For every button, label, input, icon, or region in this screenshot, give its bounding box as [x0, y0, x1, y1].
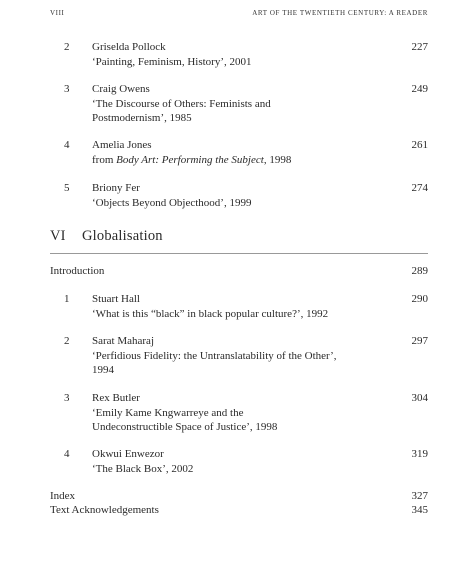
entry-title: ‘Perfidious Fidelity: the Untranslatability of the Other’,	[92, 349, 337, 362]
entry-page: 249	[411, 83, 428, 95]
entry-author: Okwui Enwezor	[92, 448, 164, 460]
entry-number: 2	[64, 41, 70, 53]
section-rule	[50, 253, 428, 254]
toc-entry-butler	[50, 391, 428, 435]
entry-author: Sarat Maharaj	[92, 335, 154, 347]
entry-author: Amelia Jones	[92, 139, 152, 151]
toc-entry-owens	[50, 82, 428, 126]
toc-entry-maharaj	[50, 334, 428, 378]
running-head-page: VIII	[50, 9, 65, 17]
entry-number: 1	[64, 293, 70, 305]
entry-title: ‘What is this “black” in black popular culture?’, 1992	[92, 307, 329, 320]
entry-title-prefix: from	[92, 153, 117, 166]
entry-title-cont: Undeconstructible Space of Justice’, 1998	[92, 421, 278, 433]
toc-entry-jones	[50, 138, 428, 167]
toc-entry-fer	[50, 181, 428, 210]
section-title: Globalisation	[82, 228, 163, 244]
entry-number: 4	[64, 448, 70, 460]
entry-number: 3	[64, 392, 70, 404]
entry-title-cont: 1994	[92, 364, 114, 376]
entry-page: 261	[411, 139, 428, 151]
entry-title-suffix: , 1998	[263, 153, 292, 166]
back-matter-page: 327	[411, 490, 428, 502]
entry-author: Briony Fer	[92, 182, 140, 194]
entry-number: 2	[64, 335, 70, 347]
section-heading	[50, 228, 163, 245]
toc-entry-hall	[50, 292, 428, 321]
entry-page: 304	[411, 392, 428, 404]
back-matter-page: 345	[411, 504, 428, 516]
entry-number: 5	[64, 182, 70, 194]
entry-page: 319	[411, 448, 428, 460]
back-matter-label: Text Acknowledgements	[50, 504, 159, 516]
running-head-title: ART OF THE TWENTIETH CENTURY: A READER	[252, 9, 428, 17]
entry-title: ‘The Discourse of Others: Feminists and	[92, 97, 271, 110]
entry-author: Griselda Pollock	[92, 41, 166, 53]
toc-index	[50, 489, 428, 504]
toc-introduction	[50, 264, 428, 279]
entry-author: Craig Owens	[92, 83, 150, 95]
entry-author: Stuart Hall	[92, 293, 140, 305]
entry-title: ‘The Black Box’, 2002	[92, 462, 194, 475]
running-head	[50, 9, 428, 17]
entry-number: 3	[64, 83, 70, 95]
entry-title-cont: Postmodernism’, 1985	[92, 112, 192, 124]
toc-acknowledgements	[50, 503, 428, 518]
introduction-label: Introduction	[50, 265, 105, 277]
introduction-page: 289	[411, 265, 428, 277]
entry-book-title: Body Art: Performing the Subject	[116, 153, 264, 166]
section-number: VI	[50, 228, 66, 244]
entry-page: 297	[411, 335, 428, 347]
entry-title	[92, 153, 388, 168]
entry-page: 227	[411, 41, 428, 53]
entry-title: ‘Emily Kame Kngwarreye and the	[92, 406, 244, 419]
entry-title: ‘Objects Beyond Objecthood’, 1999	[92, 196, 252, 209]
back-matter-label: Index	[50, 490, 76, 502]
toc-entry-enwezor	[50, 447, 428, 476]
toc-entry-pollock	[50, 40, 428, 69]
entry-page: 274	[411, 182, 428, 194]
entry-title: ‘Painting, Feminism, History’, 2001	[92, 55, 252, 68]
entry-number: 4	[64, 139, 70, 151]
entry-page: 290	[411, 293, 428, 305]
entry-author: Rex Butler	[92, 392, 140, 404]
